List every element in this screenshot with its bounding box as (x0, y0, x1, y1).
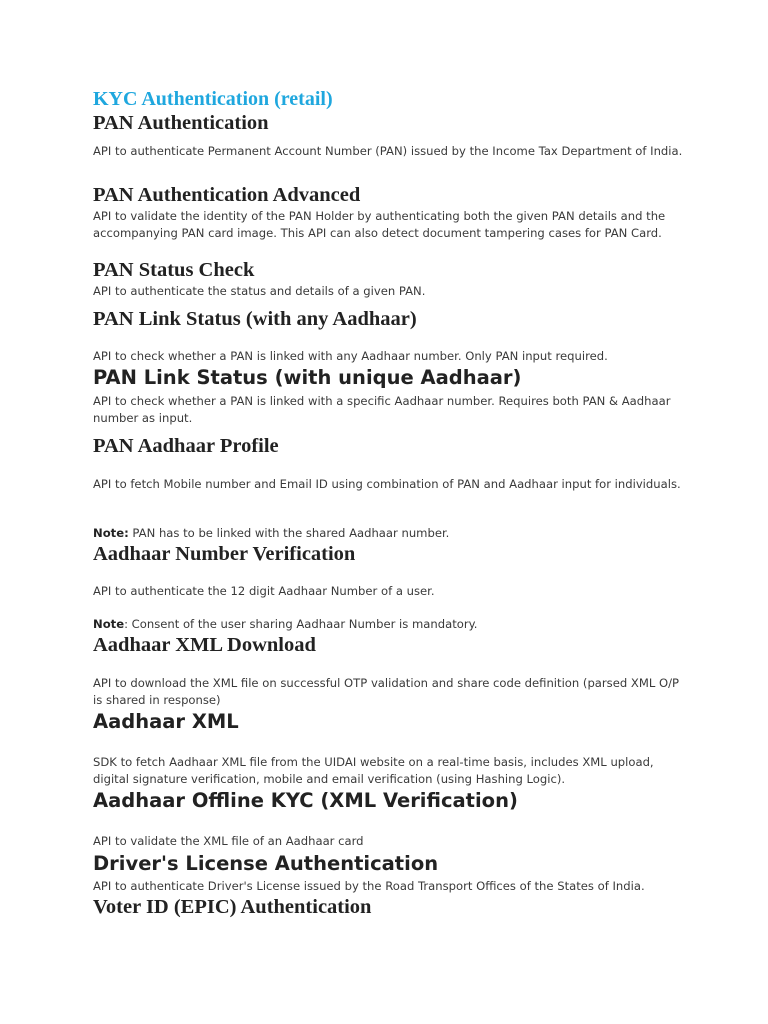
note-text: : Consent of the user sharing Aadhaar Number is mandatory. (124, 617, 478, 631)
section-text-pan-authentication: API to authenticate Permanent Account Number (PAN) issued by the Income Tax Department of India. (93, 144, 683, 158)
note-label: Note (93, 617, 125, 631)
document-title: KYC Authentication (retail) (93, 88, 333, 110)
section-heading-aadhaar-xml-download: Aadhaar XML Download (93, 634, 316, 656)
section-heading-aadhaar-offline-kyc: Aadhaar Offline KYC (XML Verification) (93, 789, 518, 812)
section-text-aadhaar-number-verification: API to authenticate the 12 digit Aadhaar Number of a user. (93, 584, 435, 598)
section-heading-drivers-license: Driver's License Authentication (93, 852, 439, 875)
note-text: PAN has to be linked with the shared Aadhaar number. (128, 526, 450, 540)
section-heading-pan-link-unique: PAN Link Status (with unique Aadhaar) (93, 366, 522, 389)
section-text-pan-link-unique: API to check whether a PAN is linked with a specific Aadhaar number. Requires both PAN & Aadhaar number as input. (93, 394, 671, 425)
section-note-aadhaar-number-verification (93, 616, 683, 633)
section-text-aadhaar-xml: SDK to fetch Aadhaar XML file from the UIDAI website on a real-time basis, includes XML upload, digital signature verification, mobile and email verification (using Hashing Logic). (93, 755, 654, 786)
section-heading-pan-status-check: PAN Status Check (93, 259, 255, 281)
section-text-pan-aadhaar-profile: API to fetch Mobile number and Email ID using combination of PAN and Aadhaar input for individuals. (93, 477, 681, 491)
note-label: Note: (93, 526, 129, 540)
section-text-drivers-license: API to authenticate Driver's License issued by the Road Transport Offices of the States of India. (93, 879, 645, 893)
section-heading-pan-link-any: PAN Link Status (with any Aadhaar) (93, 308, 417, 330)
section-text-aadhaar-xml-download: API to download the XML file on successful OTP validation and share code definition (parsed XML O/P is shared in response) (93, 676, 680, 707)
section-heading-voter-id: Voter ID (EPIC) Authentication (93, 896, 372, 918)
section-text-pan-link-any: API to check whether a PAN is linked with any Aadhaar number. Only PAN input required. (93, 349, 608, 363)
section-note-pan-aadhaar-profile (93, 525, 683, 542)
section-heading-pan-authentication: PAN Authentication (93, 112, 269, 134)
section-text-pan-status-check: API to authenticate the status and details of a given PAN. (93, 284, 426, 298)
section-heading-aadhaar-xml: Aadhaar XML (93, 710, 239, 733)
section-text-pan-authentication-advanced: API to validate the identity of the PAN Holder by authenticating both the given PAN details and the accompanying PAN card image. This API can also detect document tampering cases for PAN Card. (93, 209, 666, 240)
section-heading-pan-aadhaar-profile: PAN Aadhaar Profile (93, 435, 279, 457)
section-text-aadhaar-offline-kyc: API to validate the XML file of an Aadhaar card (93, 834, 364, 848)
section-heading-pan-authentication-advanced: PAN Authentication Advanced (93, 184, 361, 206)
section-heading-aadhaar-number-verification: Aadhaar Number Verification (93, 543, 356, 565)
